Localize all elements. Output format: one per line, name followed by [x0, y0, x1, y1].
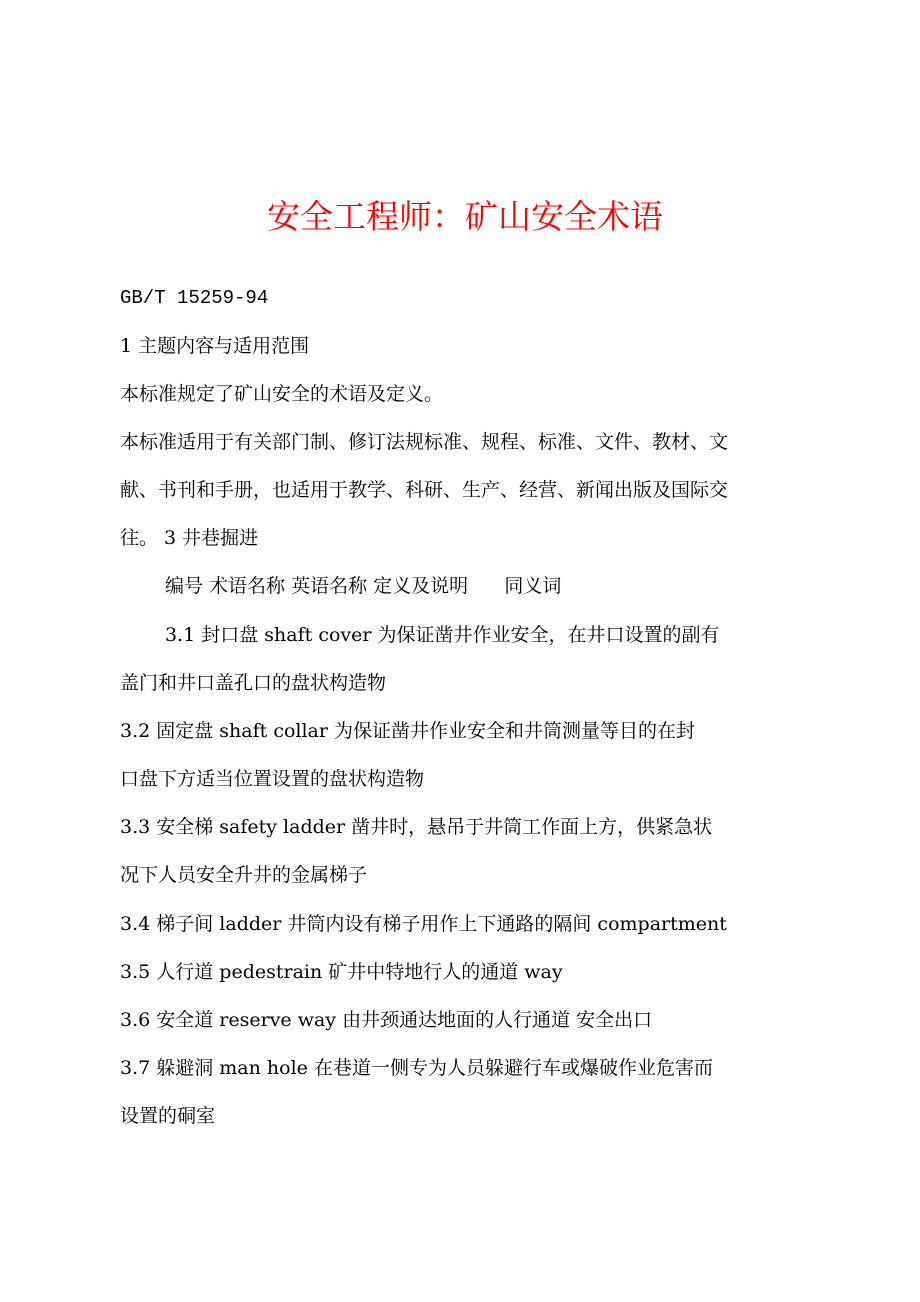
terms-table-header: 编号 术语名称 英语名称 定义及说明 同义词	[165, 575, 562, 597]
section-1-paragraph-1: 本标准规定了矿山安全的术语及定义。	[120, 383, 444, 405]
term-line: 况下人员安全升井的金属梯子	[120, 864, 368, 886]
term-line: 3.7 躲避洞 man hole 在巷道一侧专为人员躲避行车或爆破作业危害而	[120, 1057, 713, 1079]
document-title: 安全工程师：矿山安全术语	[267, 197, 663, 236]
term-line: 3.4 梯子间 ladder 井筒内设有梯子用作上下通路的隔间 compartment	[120, 913, 727, 935]
paragraph-line: 本标准适用于有关部门制、修订法规标准、规程、标准、文件、教材、文	[120, 431, 729, 453]
term-line: 3.1 封口盘 shaft cover 为保证凿井作业安全，在井口设置的副有	[165, 624, 720, 646]
term-line: 3.5 人行道 pedestrain 矿井中特地行人的通道 way	[120, 961, 563, 983]
term-line: 3.6 安全道 reserve way 由井颈通达地面的人行通道 安全出口	[120, 1009, 653, 1031]
term-line: 盖门和井口盖孔口的盘状构造物	[120, 672, 387, 694]
term-line: 口盘下方适当位置设置的盘状构造物	[120, 768, 425, 790]
standard-code: GB/T 15259-94	[120, 287, 269, 309]
term-line: 3.2 固定盘 shaft collar 为保证凿井作业安全和井筒测量等目的在封	[120, 720, 696, 742]
section-1-heading: 1 主题内容与适用范围	[120, 335, 310, 357]
term-line: 设置的硐室	[120, 1105, 216, 1127]
term-line: 3.3 安全梯 safety ladder 凿井时，悬吊于井筒工作面上方，供紧急状	[120, 816, 713, 838]
paragraph-line: 献、书刊和手册，也适用于教学、科研、生产、经营、新闻出版及国际交	[120, 479, 729, 501]
paragraph-line: 往。 3 井巷掘进	[120, 527, 259, 549]
